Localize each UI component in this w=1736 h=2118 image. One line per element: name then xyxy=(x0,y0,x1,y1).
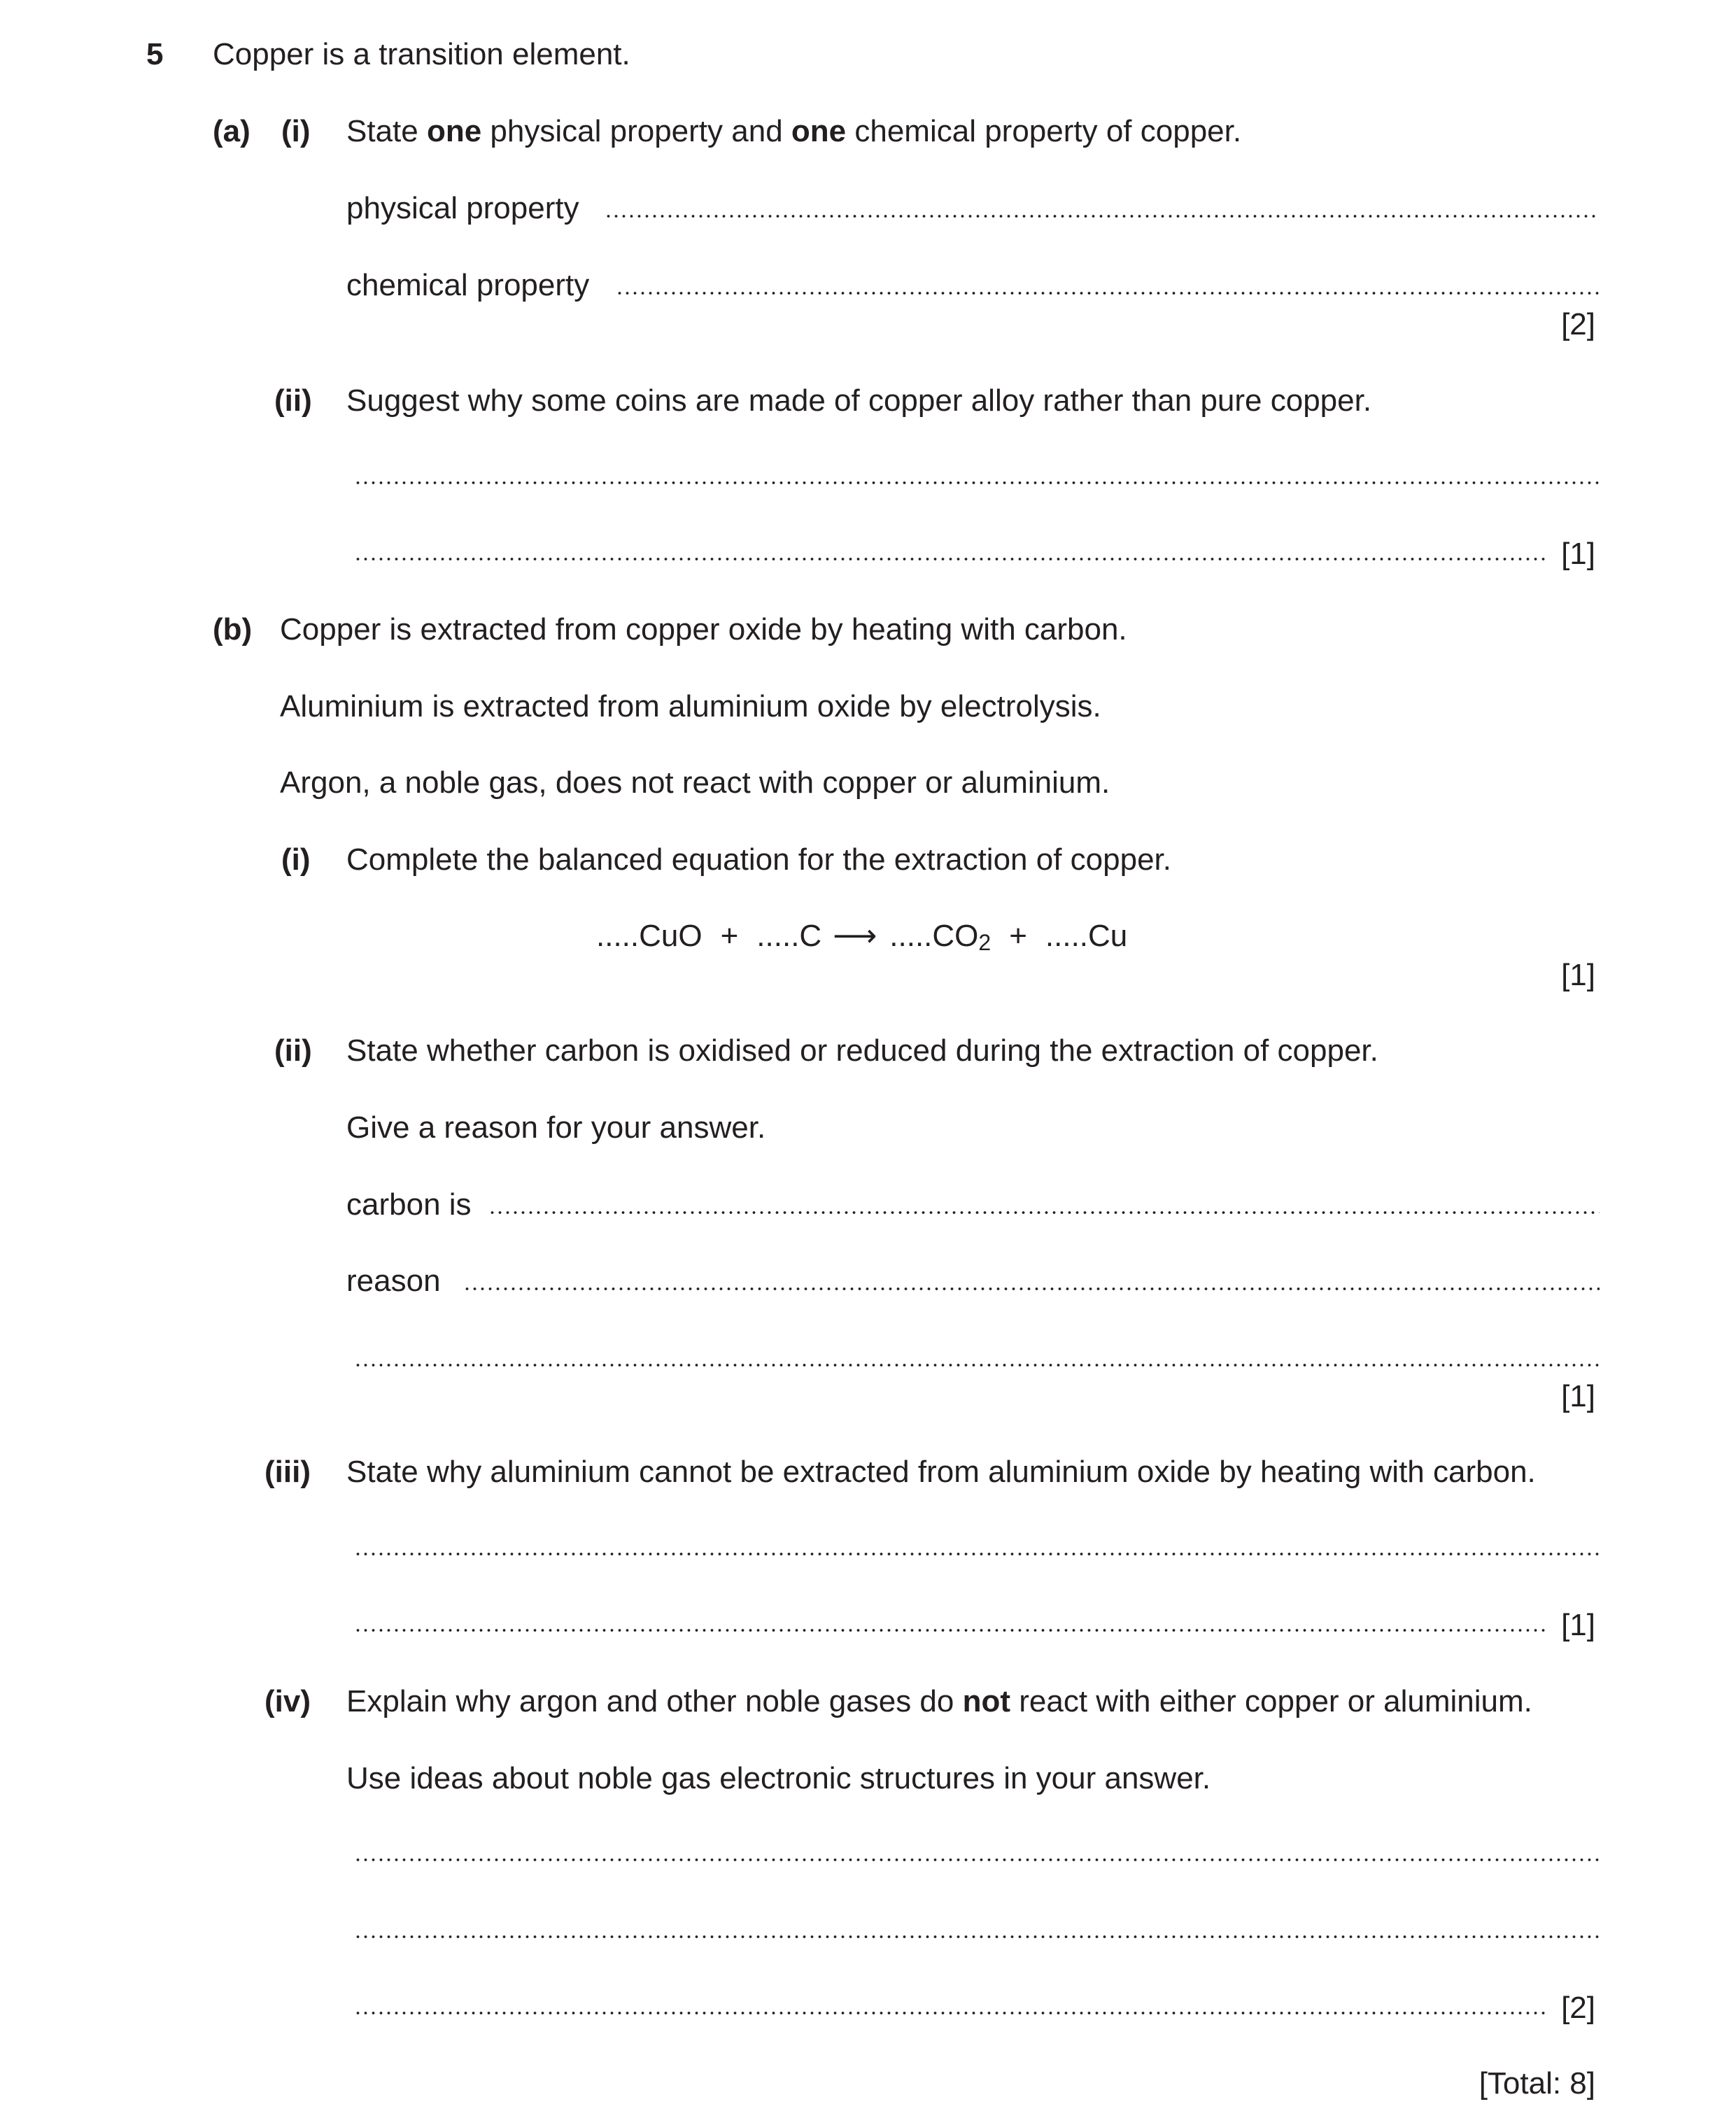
equation-term-co2[interactable]: $.....CO_2$ xyxy=(889,919,992,955)
equation-term-cuo[interactable]: .....CuO xyxy=(596,919,703,953)
question-total: [Total: 8] xyxy=(1479,2066,1595,2101)
part-b-ii-text: State whether carbon is oxidised or reduced during the extraction of copper. xyxy=(346,1033,1378,1068)
equation-term-cu[interactable]: .....Cu xyxy=(1045,919,1128,953)
part-a-ii-text: Suggest why some coins are made of copper alloy rather than pure copper. xyxy=(346,383,1372,418)
part-b-stem-1: Copper is extracted from copper oxide by heating with carbon. xyxy=(280,612,1127,647)
part-b-iv-text: Explain why argon and other noble gases do not react with either copper or aluminium. xyxy=(346,1684,1532,1718)
part-b-i-text: Complete the balanced equation for the extraction of copper. xyxy=(346,842,1171,877)
part-b-iv-text-2: Use ideas about noble gas electronic structures in your answer. xyxy=(346,1761,1211,1795)
part-b-iv-answer-line-3[interactable] xyxy=(354,2010,1546,2016)
equation-plus: + xyxy=(720,919,739,953)
equation-term-c[interactable]: .....C xyxy=(756,919,822,953)
physical-property-answer-line[interactable] xyxy=(605,213,1600,219)
part-a-ii-label: (ii) xyxy=(274,383,312,418)
carbon-is-label: carbon is xyxy=(346,1187,472,1222)
reason-answer-line-2[interactable] xyxy=(354,1362,1600,1368)
part-a-i-mark: [2] xyxy=(1561,307,1595,341)
part-b-iii-label: (iii) xyxy=(264,1455,311,1489)
part-b-ii-mark: [1] xyxy=(1561,1379,1595,1413)
part-b-ii-text-2: Give a reason for your answer. xyxy=(346,1110,766,1145)
part-b-iv-mark: [2] xyxy=(1561,1991,1595,2025)
part-a-ii-answer-line-1[interactable] xyxy=(354,480,1600,486)
carbon-is-answer-line[interactable] xyxy=(488,1210,1600,1215)
part-b-i-mark: [1] xyxy=(1561,958,1595,992)
reaction-arrow-icon: ⟶ xyxy=(833,919,877,953)
part-a-i-text: State one physical property and one chemical property of copper. xyxy=(346,114,1242,148)
part-b-stem-3: Argon, a noble gas, does not react with copper or aluminium. xyxy=(280,765,1110,800)
physical-property-label: physical property xyxy=(346,191,579,225)
reason-answer-line-1[interactable] xyxy=(463,1286,1600,1292)
part-b-iv-answer-line-1[interactable] xyxy=(354,1857,1600,1863)
balanced-equation[interactable] xyxy=(596,919,1128,955)
chemical-property-label: chemical property xyxy=(346,268,590,302)
chemical-property-answer-line[interactable] xyxy=(616,290,1600,296)
part-b-iii-answer-line-2[interactable] xyxy=(354,1628,1546,1633)
part-b-iii-text: State why aluminium cannot be extracted from aluminium oxide by heating with carbon. xyxy=(346,1455,1536,1489)
reason-label: reason xyxy=(346,1264,441,1298)
part-a-ii-answer-line-2[interactable] xyxy=(354,556,1546,562)
part-a-ii-mark: [1] xyxy=(1561,537,1595,571)
part-b-iv-label: (iv) xyxy=(264,1684,311,1718)
part-b-label: (b) xyxy=(213,612,253,647)
part-a-i-label: (i) xyxy=(281,114,311,148)
equation-plus: + xyxy=(1009,919,1027,953)
question-intro: Copper is a transition element. xyxy=(213,37,630,71)
part-b-stem-2: Aluminium is extracted from aluminium oxide by electrolysis. xyxy=(280,689,1101,723)
part-b-i-label: (i) xyxy=(281,842,311,877)
part-b-iv-answer-line-2[interactable] xyxy=(354,1934,1600,1940)
part-b-ii-label: (ii) xyxy=(274,1033,312,1068)
part-a-label: (a) xyxy=(213,114,250,148)
part-b-iii-answer-line-1[interactable] xyxy=(354,1551,1600,1557)
part-b-iii-mark: [1] xyxy=(1561,1608,1595,1642)
question-number: 5 xyxy=(146,37,164,71)
